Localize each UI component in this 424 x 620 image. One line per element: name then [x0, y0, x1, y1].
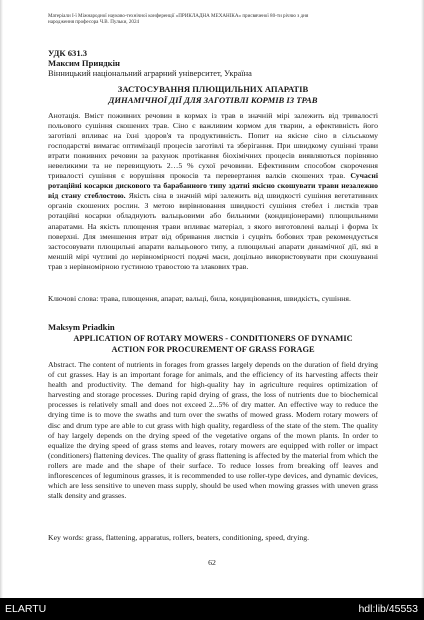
author-name-ukrainian: Максим Приндкін	[48, 58, 120, 68]
handle-identifier: hdl:lib/45553	[358, 603, 418, 615]
author-name-english: Maksym Priadkin	[48, 322, 115, 332]
abstract-english: Abstract. The content of nutrients in forages from grasses largely depends on the duration of field drying of cut grasses. Hay is an important forage for animals, and the efficiency of its harvesting affects their health and productivity. The demand for high-quality hay in agriculture requires optimization of harvesting and storage processes. During rapid drying of grass, the loss of nutrients due to biochemical processes is relatively small and does not exceed 2...5% of dry matter. An effective way to reduce the drying time is to move the swaths and turn over the swaths of mowed grass. Modern rotary mowers of disc and drum type are able to cut grass with high quality, regardless of the state of the stem. The quality of hay largely depends on the drying speed of the vegetative organs of the mown plants. In order to equalize the drying speed of grass stems and leaves, rotary mowers are equipped with roller or impact (conditioners) flattening devices. The quality of grass flattening is affected by the material from which the rollers are made and the shape of their surface. To reduce losses from breaking off leaves and inflorescences of leguminous grasses, it is recommended to use roller-type devices, and dynamic devices, which are less sensitive to uneven mass supply, should be used when mowing grasses with uneven grass stalk density and grasses.	[48, 360, 378, 501]
author-affiliation: Вінницький національний аграрний університет, Україна	[48, 69, 252, 78]
keywords-english-label: Key words:	[48, 533, 84, 542]
paper-title-english	[48, 333, 378, 355]
abstract-ukrainian-part-2: Якість сіна в значній мірі залежить від швидкості сушіння вегетативних органів скошених рослин. З метою вирівнювання швидкості сушіння стебел і листків трав ротаційні косарки обладнують вальцьовими або бильними (кондиціонерами) плющильними апаратами. На якість плющення трави впливає матеріал, з якого виготовлені вальці і форма їх поверхні. Для зменшення втрат від обривання листків і суцвіть бобових трав рекомендується застосовувати плющильні апарати вальцьового типу, а плющильні апарати динамічної дії, які в меншій мірі чутливі до нерівномірності подачі маси, доцільно використовувати при скошуванні трав з нерівномірною густиною травостою та злакових трав.	[48, 191, 378, 271]
paper-title-ukrainian	[48, 84, 378, 106]
title-ukrainian-line-1: ЗАСТОСУВАННЯ ПЛЮЩИЛЬНИХ АПАРАТІВ	[117, 84, 309, 94]
page-left-edge	[0, 0, 3, 598]
abstract-ukrainian-part-1: Анотація. Вміст поживних речовин в кормах із трав в значній мірі залежить від тривалості польового сушіння скошених трав. Сіно є важливим кормом для тварин, а ефективність його заготівлі впливає на їхні здоров'я та продуктивність. Попит на якісне сіно в сільському господарстві вимагає оптимізації процесів заготівлі та зберігання. При швидкому сушінні трави втрати поживних речовин за рахунок протікання біохімічних процесів виявляються порівняно невеликими та не перевищують 2…5 % сухої речовини. Ефективним способом скорочення тривалості сушіння є ворушіння прокосів та перевертання валків скошених трав.	[48, 111, 378, 181]
keywords-english	[48, 533, 378, 543]
repository-name: ELARTU	[5, 603, 47, 615]
title-ukrainian-line-2: ДИНАМІЧНОЇ ДІЇ ДЛЯ ЗАГОТІВЛІ КОРМІВ ІЗ ТРАВ	[108, 95, 318, 105]
abstract-ukrainian	[48, 111, 378, 272]
keywords-english-list: grass, flattening, apparatus, rollers, beaters, conditioning, speed, drying.	[83, 533, 310, 542]
header-line-1: Матеріали I-ї Міжнародної науково-технічної конференції «ПРИКЛАДНА МЕХАНІКА» присвяченої 80-ти річчю з дня	[48, 13, 309, 19]
udk-code: УДК 631.3	[48, 48, 88, 58]
title-english-line-2: ACTION FOR PROCUREMENT OF GRASS FORAGE	[111, 345, 315, 354]
keywords-ukrainian: Ключові слова: трава, плющення, апарат, вальці, била, кондиціювання, швидкість, сушіння.	[48, 294, 351, 303]
repository-footer-bar	[0, 598, 424, 620]
title-english-line-1: APPLICATION OF ROTARY MOWERS - CONDITIONERS OF DYNAMIC	[73, 334, 353, 343]
header-line-2: народження професора Ч.В. Пульки, 2024	[48, 19, 140, 26]
running-header	[48, 13, 378, 26]
page-number: 62	[208, 558, 216, 567]
abstract-ukrainian-bold: Сучасні ротаційні косарки дискового та барабанного типу здатні якісно скошувати трави незалежно від стану стеблостою.	[48, 171, 378, 201]
